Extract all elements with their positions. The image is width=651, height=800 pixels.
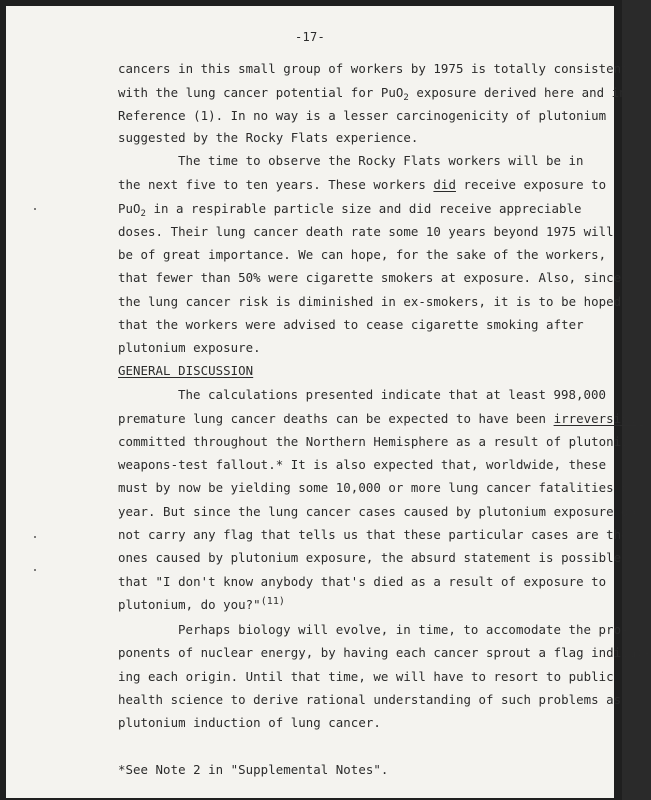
text-line: must by now be yielding some 10,000 or more lung cancer fatalities per — [118, 480, 644, 495]
document-page — [6, 6, 651, 798]
text-line: suggested by the Rocky Flats experience. — [118, 130, 419, 145]
margin-mark — [34, 208, 36, 210]
page-number: -17- — [294, 30, 326, 44]
text-line: PuO$_2$ in a respirable particle size and did receive appreciable — [118, 201, 582, 219]
text-line: Reference (1). In no way is a lesser carcinogenicity of plutonium — [118, 108, 607, 123]
text-line: plutonium exposure. — [118, 340, 261, 355]
text-line: committed throughout the Northern Hemisphere as a result of plutonium — [118, 434, 637, 449]
text-line: be of great importance. We can hope, for the sake of the workers, — [118, 247, 607, 262]
text-line: that fewer than 50% were cigarette smokers at exposure. Also, since — [118, 270, 622, 285]
text-line: year. But since the lung cancer cases caused by plutonium exposure do — [118, 504, 637, 519]
text-line: the next five to ten years. These workers did receive exposure to — [118, 177, 607, 192]
text-line: the lung cancer risk is diminished in ex-smokers, it is to be hoped — [118, 294, 622, 309]
text-line: ing each origin. Until that time, we will have to resort to public — [118, 669, 614, 684]
text-line: health science to derive rational understanding of such problems as — [118, 692, 622, 707]
footnote: *See Note 2 in "Supplemental Notes". — [118, 762, 389, 777]
text-line: plutonium, do you?"$^{(11)}$ — [118, 596, 285, 612]
text-line: The calculations presented indicate that at least 998,000 — [178, 387, 607, 402]
text-line: doses. Their lung cancer death rate some 10 years beyond 1975 will — [118, 224, 614, 239]
section-heading: GENERAL DISCUSSION — [118, 363, 254, 378]
text-line: not carry any flag that tells us that these particular cases are the — [118, 527, 629, 542]
text-line: ones caused by plutonium exposure, the absurd statement is possible — [118, 550, 622, 565]
text-line: The time to observe the Rocky Flats workers will be in — [178, 153, 584, 168]
margin-mark — [34, 536, 36, 538]
text-line: premature lung cancer deaths can be expected to have been irreversibly — [118, 411, 644, 426]
text-line: with the lung cancer potential for PuO$_2$ exposure derived here and in — [118, 85, 627, 103]
text-line: that "I don't know anybody that's died as a result of exposure to — [118, 574, 607, 589]
text-line: cancers in this small group of workers by 1975 is totally consistent — [118, 61, 629, 76]
margin-mark — [34, 569, 36, 571]
text-line: that the workers were advised to cease cigarette smoking after — [118, 317, 584, 332]
text-line: ponents of nuclear energy, by having each cancer sprout a flag indicat- — [118, 645, 651, 660]
text-line: plutonium induction of lung cancer. — [118, 715, 381, 730]
text-line: weapons-test fallout.* It is also expected that, worldwide, these — [118, 457, 607, 472]
text-line: Perhaps biology will evolve, in time, to accomodate the pro- — [178, 622, 629, 637]
